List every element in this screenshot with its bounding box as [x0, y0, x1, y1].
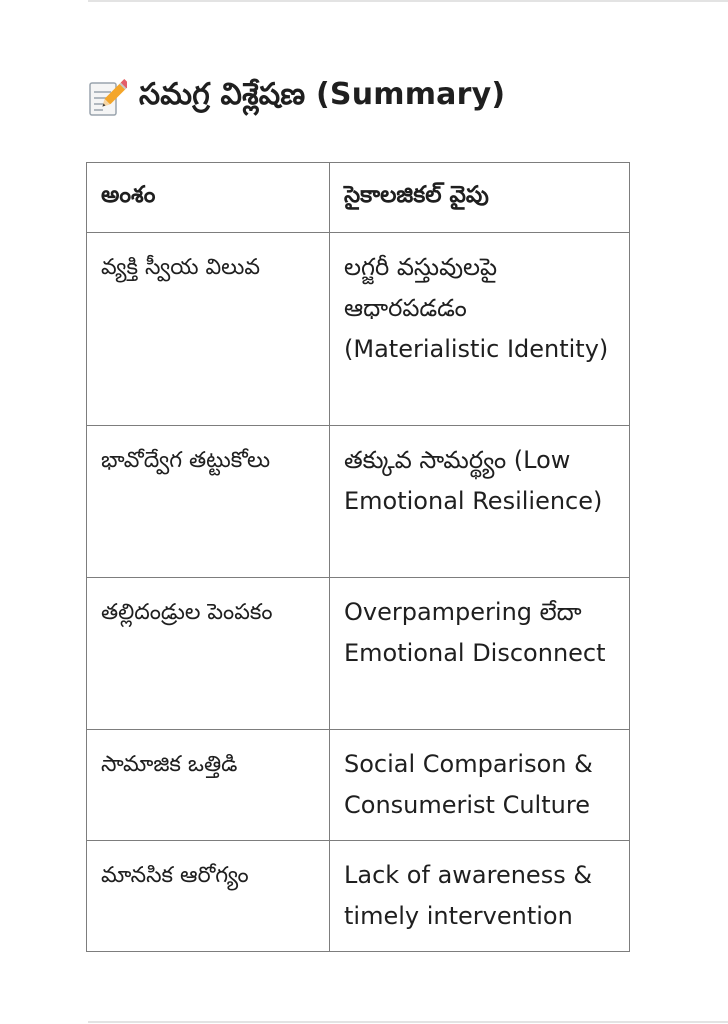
top-divider	[88, 0, 728, 2]
memo-icon	[87, 78, 127, 118]
table-row	[87, 578, 630, 730]
column-header-psychological-side: సైకాలజికల్ వైపు	[330, 163, 630, 233]
topic-cell: తల్లిదండ్రుల పెంపకం	[87, 578, 330, 730]
table-row	[87, 841, 630, 952]
topic-cell: భావోద్వేగ తట్టుకోలు	[87, 426, 330, 578]
summary-table	[86, 162, 630, 952]
psychological-side-cell: Lack of awareness & timely intervention	[330, 841, 630, 952]
psychological-side-cell: Overpampering లేదా Emotional Disconnect	[330, 578, 630, 730]
column-header-topic: అంశం	[87, 163, 330, 233]
psychological-side-cell: Social Comparison & Consumerist Culture	[330, 730, 630, 841]
table-row	[87, 426, 630, 578]
summary-heading	[87, 72, 505, 124]
psychological-side-cell: తక్కువ సామర్థ్యం (Low Emotional Resilience)	[330, 426, 630, 578]
topic-cell: మానసిక ఆరోగ్యం	[87, 841, 330, 952]
table-row	[87, 730, 630, 841]
table-header-row	[87, 163, 630, 233]
topic-cell: సామాజిక ఒత్తిడి	[87, 730, 330, 841]
psychological-side-cell: లగ్జరీ వస్తువులపై ఆధారపడడం (Materialistic Identity)	[330, 233, 630, 426]
bottom-divider	[88, 1021, 728, 1023]
topic-cell: వ్యక్తి స్వీయ విలువ	[87, 233, 330, 426]
page-title: సమగ్ర విశ్లేషణ (Summary)	[139, 77, 506, 112]
table-row	[87, 233, 630, 426]
